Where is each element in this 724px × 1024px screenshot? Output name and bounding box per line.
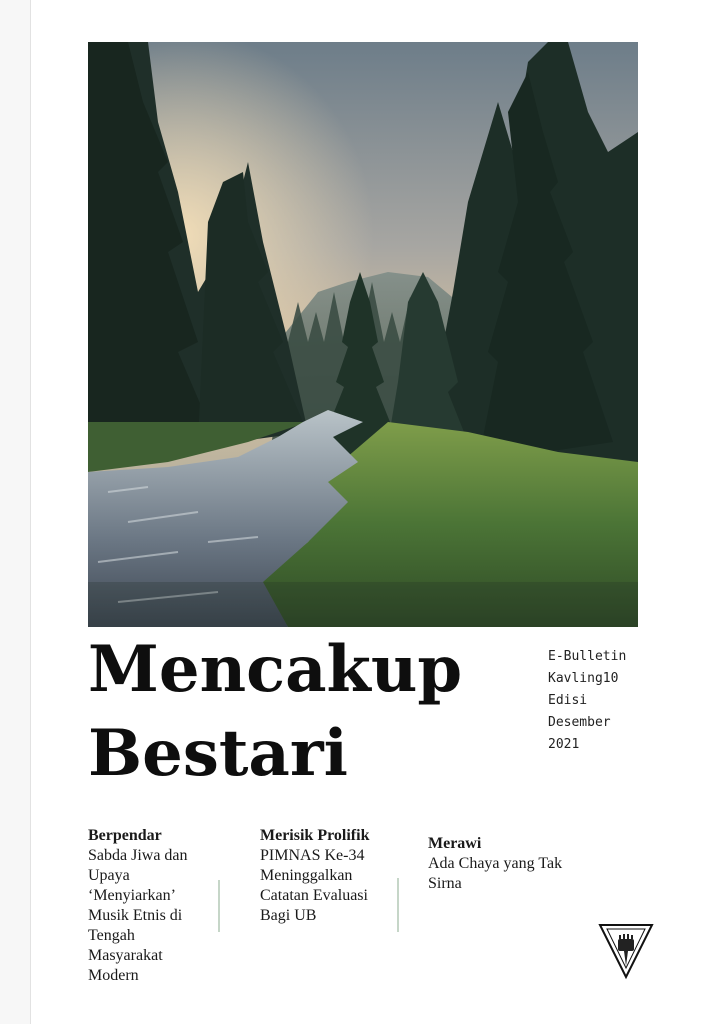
contents-item-merawi bbox=[428, 834, 568, 894]
edition-line-3: Edisi bbox=[548, 693, 588, 708]
title-line-1: Mencakup bbox=[88, 632, 463, 707]
cover-title bbox=[88, 628, 508, 796]
fist-pen-triangle-logo-icon bbox=[598, 922, 654, 980]
contents-text: PIMNAS Ke-34 Meninggalkan Catatan Evaluasi Bagi UB bbox=[260, 847, 368, 924]
edition-line-4: Desember bbox=[548, 715, 611, 730]
edition-line-2: Kavling10 bbox=[548, 671, 619, 686]
cover-photo bbox=[88, 42, 638, 627]
contents-text: Sabda Jiwa dan Upaya ‘Menyiarkan’ Musik Etnis di Tengah Masyarakat Modern bbox=[88, 847, 188, 984]
contents-item-berpendar bbox=[88, 826, 208, 986]
edition-line-5: 2021 bbox=[548, 737, 580, 752]
contents-heading: Merisik Prolifik bbox=[260, 827, 370, 844]
contents-text: Ada Chaya yang Tak Sirna bbox=[428, 855, 563, 892]
edition-info bbox=[548, 646, 626, 756]
column-divider bbox=[218, 880, 220, 932]
contents-heading: Berpendar bbox=[88, 827, 162, 844]
publisher-logo bbox=[598, 922, 654, 980]
edition-line-1: E-Bulletin bbox=[548, 649, 627, 664]
contents-heading: Merawi bbox=[428, 835, 482, 852]
column-divider bbox=[397, 878, 399, 932]
page-spine bbox=[0, 0, 31, 1024]
forest-river-photo-icon bbox=[88, 42, 638, 627]
contents-item-merisik-prolifik bbox=[260, 826, 400, 926]
title-line-2: Bestari bbox=[88, 716, 348, 791]
